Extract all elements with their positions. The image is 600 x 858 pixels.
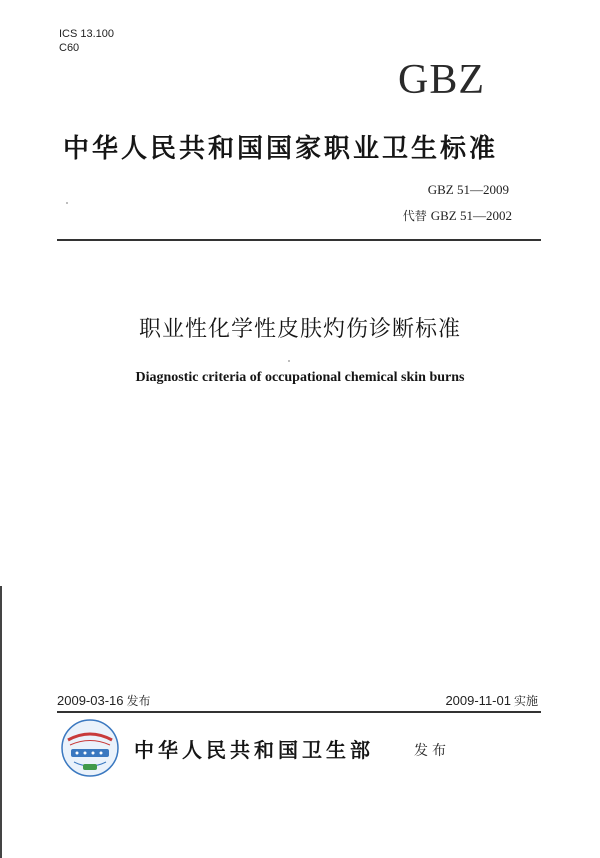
standard-number: GBZ 51—2009 xyxy=(427,182,509,197)
replaces-number: GBZ 51—2002 xyxy=(430,208,512,223)
document-title: 职业性化学性皮肤灼伤诊断标准 xyxy=(138,317,461,342)
ccs-code: C60 xyxy=(59,42,80,54)
ics-code: ICS 13.100 xyxy=(59,28,115,40)
replaces-prefix: 代替 xyxy=(402,209,427,223)
replaces-line xyxy=(403,207,512,224)
implementation-date-line xyxy=(445,692,538,709)
bottom-divider xyxy=(57,711,541,713)
issuing-authority: 中华人民共和国卫生部 xyxy=(134,738,374,762)
implementation-date: 2009-11-01 xyxy=(445,693,511,708)
standard-category-title: 中华人民共和国国家职业卫生标准 xyxy=(63,134,499,164)
issue-date: 2009-03-16 xyxy=(57,693,124,708)
scan-edge-line xyxy=(0,586,2,858)
standard-mark: GBZ xyxy=(398,57,485,103)
speck xyxy=(288,360,290,362)
publisher-seal-icon xyxy=(60,718,120,778)
issue-label: 发布 xyxy=(126,694,151,708)
issuing-action: 发布 xyxy=(414,743,450,759)
document-title-english: Diagnostic criteria of occupational chemical skin burns xyxy=(135,370,465,385)
implementation-label: 实施 xyxy=(513,694,538,708)
issue-date-line xyxy=(57,692,151,709)
top-divider xyxy=(57,239,541,241)
speck xyxy=(66,202,68,204)
